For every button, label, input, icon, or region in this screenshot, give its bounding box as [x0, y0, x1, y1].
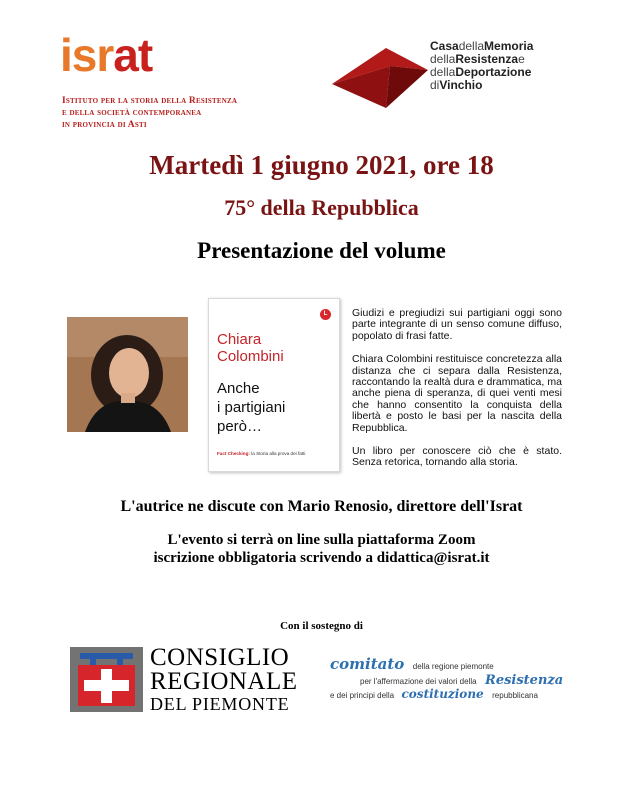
consiglio-cross-icon — [70, 647, 143, 712]
consiglio-line-1: CONSIGLIO — [150, 644, 290, 671]
book-cover — [208, 298, 340, 472]
comitato-resistenza: Resistenza — [485, 673, 564, 688]
book-title-line-1: Anche — [217, 380, 260, 397]
israt-wordmark — [60, 29, 210, 81]
book-author-first: Chiara — [217, 331, 262, 348]
casa-word-resistenza: Resistenza — [455, 52, 519, 66]
casa-word-della-3: della — [430, 65, 456, 79]
casa-line-4 — [430, 79, 620, 92]
author-photo — [67, 317, 188, 432]
casa-memoria-text — [430, 40, 620, 92]
israt-subtitle-line-3: in provincia di Asti — [62, 120, 147, 130]
book-author-last: Colombini — [217, 348, 284, 365]
casa-word-e: e — [518, 52, 525, 66]
book-title-line-2: i partigiani — [217, 399, 286, 416]
book-title-line-3: però… — [217, 418, 263, 435]
book-series — [217, 451, 305, 456]
israt-logo — [60, 29, 210, 92]
support-label: Con il sostegno di — [280, 620, 363, 632]
casa-word-della-1: della — [458, 39, 485, 53]
book-author — [217, 331, 284, 365]
description-paragraph-2: Chiara Colombini restituisce concretezza alla distanza che ci separa dalla Resistenza, raccontando la realtà dura e drammatica, ma anche piena di speranza, di quei venti mesi che hanno consentito la conquista della libertà e posto le basi per la nascita della Repubblica. — [352, 353, 562, 434]
book-series-tagline: la Storia alla prova dei fatti — [249, 451, 306, 456]
israt-subtitle — [62, 95, 292, 131]
description-paragraph-1: Giudizi e pregiudizi sui partigiani oggi sono parte integrante di un senso comune diffuso, popolato di frasi fatte. — [352, 307, 562, 342]
consiglio-line-2: REGIONALE — [150, 668, 298, 695]
israt-subtitle-line-2: e della società contemporanea — [62, 108, 202, 118]
event-presentation: Presentazione del volume — [197, 238, 446, 263]
casa-memoria-mark-icon — [330, 40, 430, 110]
comitato-region: della regione piemonte — [412, 662, 494, 671]
comitato-repubblicana: repubblicana — [492, 691, 538, 700]
israt-wordmark-right: at — [113, 29, 153, 81]
casa-word-casa: Casa — [430, 39, 459, 53]
discussion-line: L'autrice ne discute con Mario Renosio, direttore dell'Israt — [120, 498, 523, 515]
book-series-name: Fact Checking: — [217, 451, 250, 456]
consiglio-line-3: DEL PIEMONTE — [150, 694, 290, 714]
event-date: Martedì 1 giugno 2021, ore 18 — [149, 150, 494, 180]
description-paragraph-3: Un libro per conoscere ciò che è stato. Senza retorica, tornando alla storia. — [352, 445, 562, 469]
comitato-logo — [330, 655, 590, 700]
registration-line: iscrizione obbligatoria scrivendo a didattica@israt.it — [153, 550, 490, 566]
israt-wordmark-left: isr — [60, 29, 114, 81]
consiglio-emblem-icon — [70, 647, 143, 712]
comitato-row-3 — [330, 685, 538, 703]
online-event-line: L'evento si terrà on line sulla piattaforma Zoom — [167, 532, 476, 548]
event-anniversary: 75° della Repubblica — [224, 195, 419, 220]
casa-word-di: di — [430, 78, 440, 92]
casa-word-deportazione: Deportazione — [455, 65, 532, 79]
comitato-costituzione: costituzione — [401, 687, 484, 701]
israt-subtitle-line-1: Istituto per la storia della Resistenza — [62, 96, 238, 106]
casa-word-della-2: della — [430, 52, 456, 66]
comitato-word: comitato — [330, 655, 405, 673]
casa-word-memoria: Memoria — [484, 39, 534, 53]
book-title — [217, 379, 285, 436]
consiglio-regionale-text — [150, 646, 325, 714]
book-description — [352, 308, 562, 481]
author-portrait-icon — [67, 317, 188, 432]
comitato-principles: e dei principi della — [330, 691, 395, 700]
casa-word-vinchio: Vinchio — [439, 78, 483, 92]
publisher-badge: L — [320, 309, 331, 320]
comitato-values: per l'affermazione dei valori della — [360, 677, 477, 686]
